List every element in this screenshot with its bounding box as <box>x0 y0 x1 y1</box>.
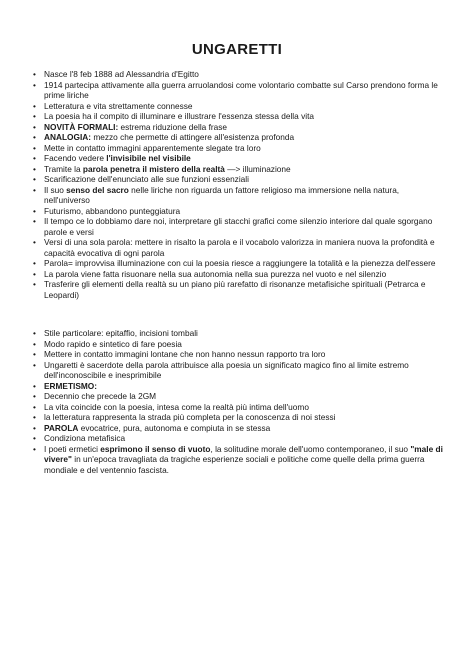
list-item <box>33 423 443 434</box>
list-item <box>33 143 443 154</box>
item-text: in un'epoca travagliata da tragiche esperienze sociali e politiche come quelle della prima guerra mondiale e del ventennio fascista. <box>44 454 425 475</box>
list-item <box>33 185 443 206</box>
notes-list-1 <box>33 69 443 300</box>
list-item <box>33 237 443 258</box>
item-text: Facendo vedere <box>44 153 107 163</box>
list-item <box>33 328 443 339</box>
list-item <box>33 402 443 413</box>
item-text: , la solitudine morale dell'uomo contemporaneo, il suo <box>210 443 411 454</box>
list-item <box>33 444 443 476</box>
item-text: la letteratura rappresenta la strada più completa per la conoscenza di noi stessi <box>44 412 336 422</box>
list-item <box>33 360 443 381</box>
item-text: Stile particolare: epitaffio, incisioni tombali <box>44 328 198 338</box>
bold-text: "male di vivere" <box>44 443 443 464</box>
bold-text: parola penetra il mistero della realtà <box>82 163 225 174</box>
list-item <box>33 164 443 175</box>
list-item <box>33 339 443 350</box>
list-item <box>33 269 443 280</box>
list-item <box>33 174 443 185</box>
item-text: La parola viene fatta risuonare nella sua autonomia nella sua purezza nel vuoto e nel silenzio <box>44 268 387 279</box>
item-text: Scarificazione dell'enunciato alle sue funzioni essenziali <box>44 174 249 184</box>
item-text: estrema riduzione della frase <box>118 121 228 132</box>
list-item <box>33 206 443 217</box>
bold-text: ANALOGIA: <box>44 132 92 142</box>
list-item <box>33 381 443 392</box>
list-item <box>33 80 443 101</box>
bold-text: PAROLA <box>44 422 79 433</box>
item-text: evocatrice, pura, autonoma e compiuta in se stessa <box>78 422 271 433</box>
item-text: Versi di una sola parola: mettere in risalto la parola e il vocabolo valorizza in maniera nuova la profondità e capacità evocativa di ogni parola <box>44 237 435 258</box>
item-text: Decennio che precede la 2GM <box>44 391 157 401</box>
notes-list-2 <box>33 328 443 475</box>
list-item <box>33 122 443 133</box>
item-text: Il tempo ce lo dobbiamo dare noi, interpretare gli stacchi grafici come silenzio interiore dal quale sgorgano parole e versi <box>44 216 433 237</box>
item-text: Parola= improvvisa illuminazione con cui la poesia riesce a raggiungere la totalità e la pienezza dell'essere <box>44 258 436 268</box>
item-text: mezzo che permette di attingere all'esistenza profonda <box>91 132 295 142</box>
item-text: Modo rapido e sintetico di fare poesia <box>44 338 182 349</box>
list-item <box>33 258 443 269</box>
item-text: nelle liriche non riguarda un fattore religioso ma immersione nella natura, nell'universo <box>44 184 400 205</box>
list-item <box>33 433 443 444</box>
bold-text: ERMETISMO: <box>44 380 98 391</box>
item-text: I poeti ermetici <box>44 443 101 454</box>
item-text: 1914 partecipa attivamente alla guerra arruolandosi come volontario combatte sul Carso prendono forma le prime liriche <box>44 79 438 100</box>
item-text: Futurismo, abbandono punteggiatura <box>44 205 181 216</box>
list-item <box>33 101 443 112</box>
bold-text: esprimono il senso di vuoto <box>100 443 211 454</box>
item-text: Ungaretti è sacerdote della parola attribuisce alla poesia un significato magico fino al limite estremo dell'inconoscibile e inesprimibile <box>44 359 409 380</box>
page-title: UNGARETTI <box>191 41 283 58</box>
list-item <box>33 69 443 80</box>
bold-text: l'invisibile nel visibile <box>106 153 191 163</box>
list-item <box>33 111 443 122</box>
item-text: —> illuminazione <box>224 163 291 174</box>
item-text: Mette in contatto immagini apparentemente slegate tra loro <box>44 142 261 153</box>
item-text: Mettere in contatto immagini lontane che non hanno nessun rapporto tra loro <box>44 349 326 359</box>
item-text: Tramite la <box>44 163 83 174</box>
list-item <box>33 349 443 360</box>
bold-text: senso del sacro <box>66 184 129 195</box>
item-text: La poesia ha il compito di illuminare e illustrare l'essenza stessa della vita <box>44 111 314 121</box>
list-item <box>33 132 443 143</box>
item-text: Letteratura e vita strettamente connesse <box>44 100 193 111</box>
list-item <box>33 216 443 237</box>
list-item <box>33 391 443 402</box>
list-item <box>33 279 443 300</box>
item-text: La vita coincide con la poesia, intesa come la realtà più intima dell'uomo <box>44 401 309 412</box>
bold-text: NOVITÀ FORMALI: <box>44 121 119 132</box>
item-text: Nasce l'8 feb 1888 ad Alessandria d'Egitto <box>44 69 199 79</box>
item-text: Trasferire gli elementi della realtà su un piano più rarefatto di risonanze metafisiche spirituali (Petrarca e Leopardi) <box>44 279 426 300</box>
item-text: Il suo <box>44 184 67 195</box>
item-text: Condiziona metafisica <box>44 433 126 443</box>
list-item <box>33 412 443 423</box>
list-item <box>33 153 443 164</box>
